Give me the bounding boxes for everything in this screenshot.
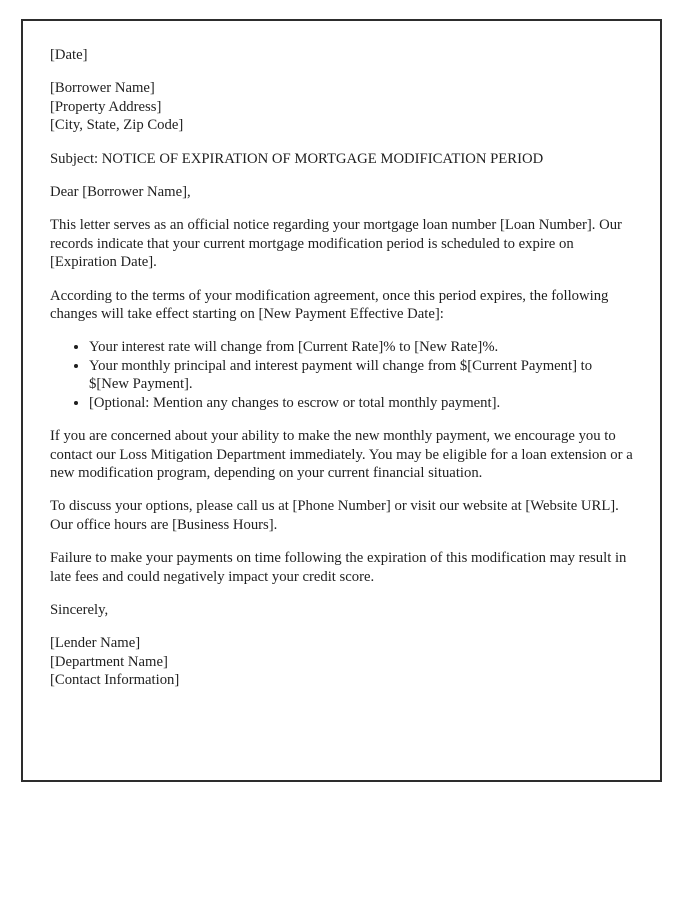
body-paragraph-contact: To discuss your options, please call us at [Phone Number] or visit our website at [Website URL]. Our office hours are [Business Hours]. [50,498,619,533]
closing: Sincerely, [50,601,109,618]
bullet-item-optional-escrow: • [Optional: Mention any changes to escrow or total monthly payment]. [89,394,633,412]
recipient-address: [Property Address] [50,98,162,115]
recipient-name: [Borrower Name] [50,80,155,97]
body-paragraph-concern: If you are concerned about your ability to make the new monthly payment, we encourage you to contact our Loss Mitigation Department immediately. You may be eligible for a loan extension or a new modification program, depending on your current financial situation. [50,428,633,481]
signature-contact: [Contact Information] [50,672,180,689]
subject-line: Subject: NOTICE OF EXPIRATION OF MORTGAGE MODIFICATION PERIOD [50,150,544,167]
body-paragraph-intro: This letter serves as an official notice regarding your mortgage loan number [Loan Number]. Our records indicate that your current mortgage modification period is scheduled to expire on [Expiration Date]. [50,217,622,271]
bullet-item-interest-rate: • Your interest rate will change from [Current Rate]% to [New Rate]%. [89,338,633,356]
body-paragraph-warning: Failure to make your payments on time following the expiration of this modification may result in late fees and could negatively impact your credit score. [50,550,627,585]
signature-block [50,634,633,689]
date-line: [Date] [50,47,88,63]
signature-lender: [Lender Name] [50,635,141,652]
changes-bullet-list [50,338,633,412]
recipient-city-state-zip: [City, State, Zip Code] [50,117,184,134]
bullet-item-monthly-payment: • Your monthly principal and interest payment will change from $[Current Payment] to $[New Payment]. [89,357,633,394]
signature-department: [Department Name] [50,653,168,670]
salutation: Dear [Borrower Name], [50,184,191,201]
recipient-block [50,79,633,134]
body-paragraph-terms: According to the terms of your modification agreement, once this period expires, the following changes will take effect starting on [New Payment Effective Date]: [50,287,609,323]
letter-document [21,19,662,782]
